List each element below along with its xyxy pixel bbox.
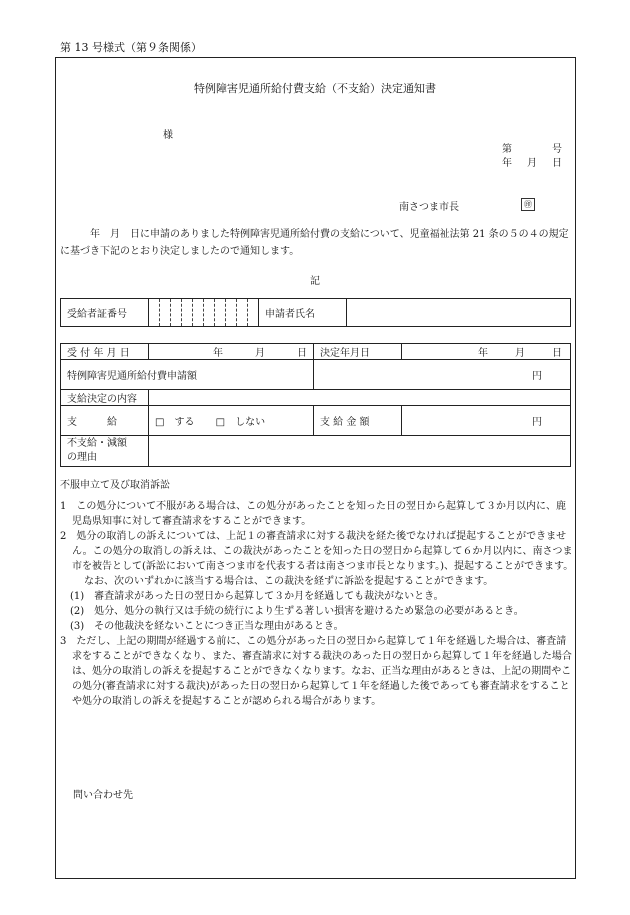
- amount-requested-field[interactable]: [314, 360, 571, 390]
- document-date: [502, 154, 562, 169]
- reason-label: [61, 436, 149, 467]
- recipient-id-digit[interactable]: [193, 299, 204, 327]
- appeal-item-1: 1 この処分について不服がある場合は、この処分があったことを知った日の翌日から起算して３か月以内に、鹿児島県知事に対して審査請求をすることができます。: [60, 501, 567, 527]
- appeal-sub-3: (3) その他裁決を経ないことにつき正当な理由があるとき。: [70, 621, 344, 632]
- recipient-id-digit[interactable]: [204, 299, 215, 327]
- form-label: 第 13 号様式（第９条関係）: [60, 41, 202, 54]
- applicant-name-label: 申請者氏名: [259, 299, 347, 327]
- recipient-id-label: 受給者証番号: [61, 299, 149, 327]
- recipient-honorific: 様: [163, 130, 173, 141]
- received-month: 月: [255, 348, 265, 359]
- recipient-id-digit[interactable]: [248, 299, 259, 327]
- recipient-id-digit[interactable]: [237, 299, 248, 327]
- decision-content-label: 支給決定の内容: [61, 390, 149, 406]
- document-title: 特例障害児通所給付費支給（不支給）決定通知書: [194, 82, 436, 95]
- date-year: 年: [502, 158, 512, 169]
- appeal-sub-2: (2) 処分、処分の執行又は手続の続行により生ずる著しい損害を避けるため緊急の必要があるとき。: [70, 606, 524, 617]
- decision-year: 年: [478, 348, 488, 359]
- payment-amount-yen: 円: [532, 417, 542, 428]
- recipient-id-digit[interactable]: [215, 299, 226, 327]
- appeal-text: [60, 499, 574, 709]
- payment-options: [149, 406, 314, 436]
- received-day: 日: [297, 348, 307, 359]
- reason-field[interactable]: [149, 436, 571, 467]
- decision-content-field[interactable]: [149, 390, 571, 406]
- number-suffix: 号: [552, 144, 562, 155]
- payment-label: 支 給: [61, 406, 149, 436]
- payment-yes-checkbox[interactable]: □ する: [155, 417, 195, 428]
- recipient-id-digit[interactable]: [160, 299, 171, 327]
- inquiry-label: 問い合わせ先: [73, 790, 133, 801]
- decision-day: 日: [552, 348, 562, 359]
- recipient-id-digit[interactable]: [149, 299, 160, 327]
- reason-label-line2: の理由: [67, 452, 97, 463]
- decision-date-label: 決定年月日: [314, 344, 402, 360]
- document-frame: [55, 57, 576, 879]
- recipient-id-digit[interactable]: [182, 299, 193, 327]
- received-date-label: 受 付 年 月 日: [61, 344, 149, 360]
- date-month: 月: [527, 158, 537, 169]
- payment-amount-label: 支 給 金 額: [314, 406, 402, 436]
- recipient-id-digit[interactable]: [171, 299, 182, 327]
- body-text: 年 月 日に申請のありました特例障害児通所給付費の支給について、児童福祉法第 21 条の５の４の規定に基づき下記のとおり決定しましたので通知します。: [60, 229, 569, 257]
- appeal-item-2: 2 処分の取消しの訴えについては、上記１の審査請求に対する裁決を経た後でなければ提起することができません。この処分の取消しの訴えは、この裁決があったことを知った日の翌日から起算して６か月以内に、南さつま市を被告として(訴訟において南さつま市を代表する者は南さつま市長となります。)、提起することができます。: [60, 531, 574, 572]
- seal-mark: ㊞: [521, 198, 535, 211]
- decision-month: 月: [515, 348, 525, 359]
- amount-requested-label: 特例障害児通所給付費申請額: [61, 360, 314, 390]
- appeal-sub-1: (1) 審査請求があった日の翌日から起算して３か月を経過しても裁決がないとき。: [70, 591, 444, 602]
- date-day: 日: [552, 158, 562, 169]
- payment-no-checkbox[interactable]: □ しない: [215, 417, 266, 428]
- decision-table: [60, 343, 571, 467]
- payment-amount-field[interactable]: [402, 406, 571, 436]
- amount-requested-yen: 円: [532, 371, 542, 382]
- appeal-item-2-note: なお、次のいずれかに該当する場合は、この裁決を経ずに訴訟を提起することができます。: [84, 576, 494, 587]
- decision-date-field[interactable]: [402, 344, 571, 360]
- issuer-name: 南さつま市長: [399, 202, 459, 213]
- document-number: [502, 140, 562, 155]
- appeal-heading: 不服申立て及び取消訴訟: [60, 480, 170, 491]
- ki-heading: 記: [310, 276, 320, 287]
- recipient-id-digit[interactable]: [226, 299, 237, 327]
- appeal-item-3: 3 ただし、上記の期間が経過する前に、この処分があった日の翌日から起算して１年を経過した場合は、審査請求をすることができなくなり、また、審査請求に対する裁決のあった日の翌日から起算して１年を経過した場合は、処分の取消しの訴えを提起することができなくなります。なお、正当な理由があるときは、上記の期間やこの処分(審査請求に対する裁決)があった日の翌日から起算して１年を経過した後であっても審査請求をすることや処分の取消しの訴えを提起することが認められる場合があります。: [60, 636, 572, 707]
- received-date-field[interactable]: [149, 344, 314, 360]
- received-year: 年: [213, 348, 223, 359]
- reason-label-line1: 不支給・減額: [67, 438, 127, 449]
- recipient-table: [60, 298, 571, 327]
- applicant-name-field[interactable]: [347, 299, 571, 327]
- number-prefix: 第: [502, 144, 512, 155]
